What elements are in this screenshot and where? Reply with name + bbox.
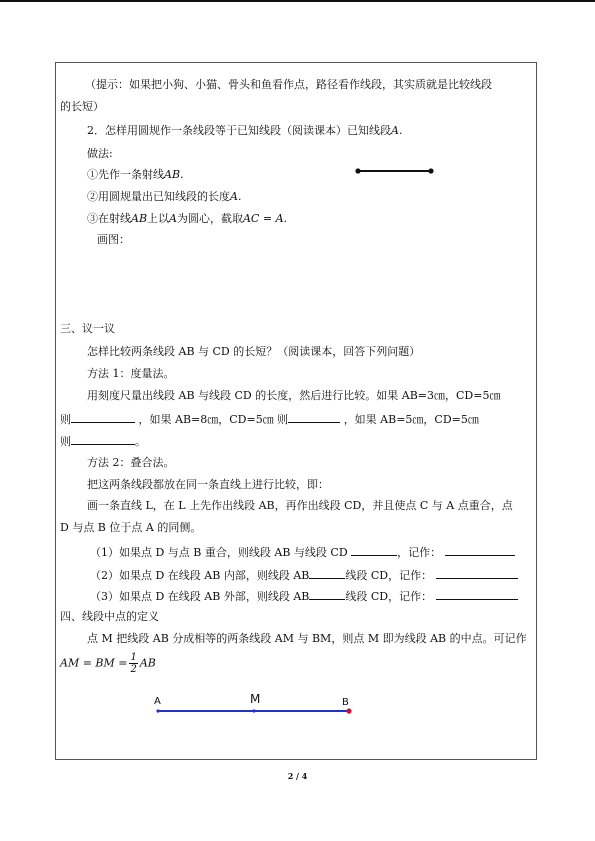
page-number: 2 / 4 (287, 771, 308, 781)
blank-c2-notation (436, 567, 518, 579)
one-half-fraction: $\frac{1}{2}$ (130, 652, 137, 675)
label-m: M (250, 692, 261, 706)
section4-heading: 四、线段中点的定义 (60, 610, 159, 623)
known-segment (354, 165, 436, 177)
overlap-case-1: （1）如果点 D 与点 B 重合，则线段 AB 与线段 CD ，记作： (90, 544, 515, 560)
midpoint-m (252, 709, 255, 712)
measure-line: 用刻度尺量出线段 AB 与线段 CD 的长度，然后进行比较。如果 AB=3㎝，CD=5㎝ (87, 389, 501, 402)
blank-c1-notation (445, 544, 515, 556)
label-a: A (154, 696, 161, 707)
overlap-case-3: （3）如果点 D 在线段 AB 外部，则线段 AB 线段 CD，记作： (90, 588, 518, 604)
q2-method-label: 做法: (87, 147, 113, 160)
hint-line-1: （提示：如果把小狗、小猫、骨头和鱼看作点，路径看作线段，其实质就是比较线段 (85, 78, 492, 91)
q2-title: 2．怎样用圆规作一条线段等于已知线段（阅读课本）已知线段A. (87, 124, 403, 137)
endpoint-a (156, 709, 159, 712)
blank-c1-relation (351, 544, 397, 556)
q2-step-1: ①先作一条射线AB. (87, 168, 184, 181)
known-segment-endpoint-right (428, 168, 433, 173)
overlap-line-2: D 与点 B 位于点 A 的同侧。 (60, 521, 202, 534)
label-b: B (342, 697, 349, 708)
section3-heading: 三、议一议 (60, 322, 115, 335)
measure-cases: 则 ，如果 AB=8㎝，CD=5㎝ 则 ，如果 AB=5㎝，CD=5㎝ (60, 413, 479, 426)
top-rule (0, 0, 595, 2)
q2-draw-label: 画图： (97, 233, 130, 246)
section3-question: 怎样比较两条线段 AB 与 CD 的长短？（阅读课本，回答下列问题） (87, 345, 421, 358)
method1-label: 方法 1：度量法。 (87, 367, 175, 380)
blank-1 (71, 411, 135, 423)
overlap-line-1: 画一条直线 L，在 L 上先作出线段 AB，再作出线段 CD，并且使点 C 与 A 点重合，点 (87, 499, 513, 512)
blank-3 (71, 433, 135, 445)
overlap-intro: 把这两条线段都放在同一条直线上进行比较，即： (87, 478, 329, 491)
method2-label: 方法 2：叠合法。 (87, 456, 175, 469)
hint-line-2: 的长短） (60, 100, 104, 113)
endpoint-b (346, 708, 351, 713)
q2-step-2: ②用圆规量出已知线段的长度A. (87, 190, 242, 203)
q2-step-3: ③在射线AB上以A为圆心，截取AC = A. (87, 212, 288, 225)
overlap-case-2: （2）如果点 D 在线段 AB 内部，则线段 AB 线段 CD，记作： (90, 567, 518, 583)
blank-c3-relation (309, 588, 345, 600)
measure-case-3: 则 。 (60, 435, 146, 448)
blank-c2-relation (309, 567, 345, 579)
midpoint-formula: AM = BM = $\frac{1}{2}$ AB (60, 652, 156, 675)
known-segment-endpoint-left (355, 168, 360, 173)
midpoint-segment (150, 705, 360, 717)
blank-c3-notation (436, 588, 518, 600)
blank-2 (288, 411, 340, 423)
midpoint-definition: 点 M 把线段 AB 分成相等的两条线段 AM 与 BM，则点 M 即为线段 AB 的中点。可记作 (87, 632, 527, 645)
